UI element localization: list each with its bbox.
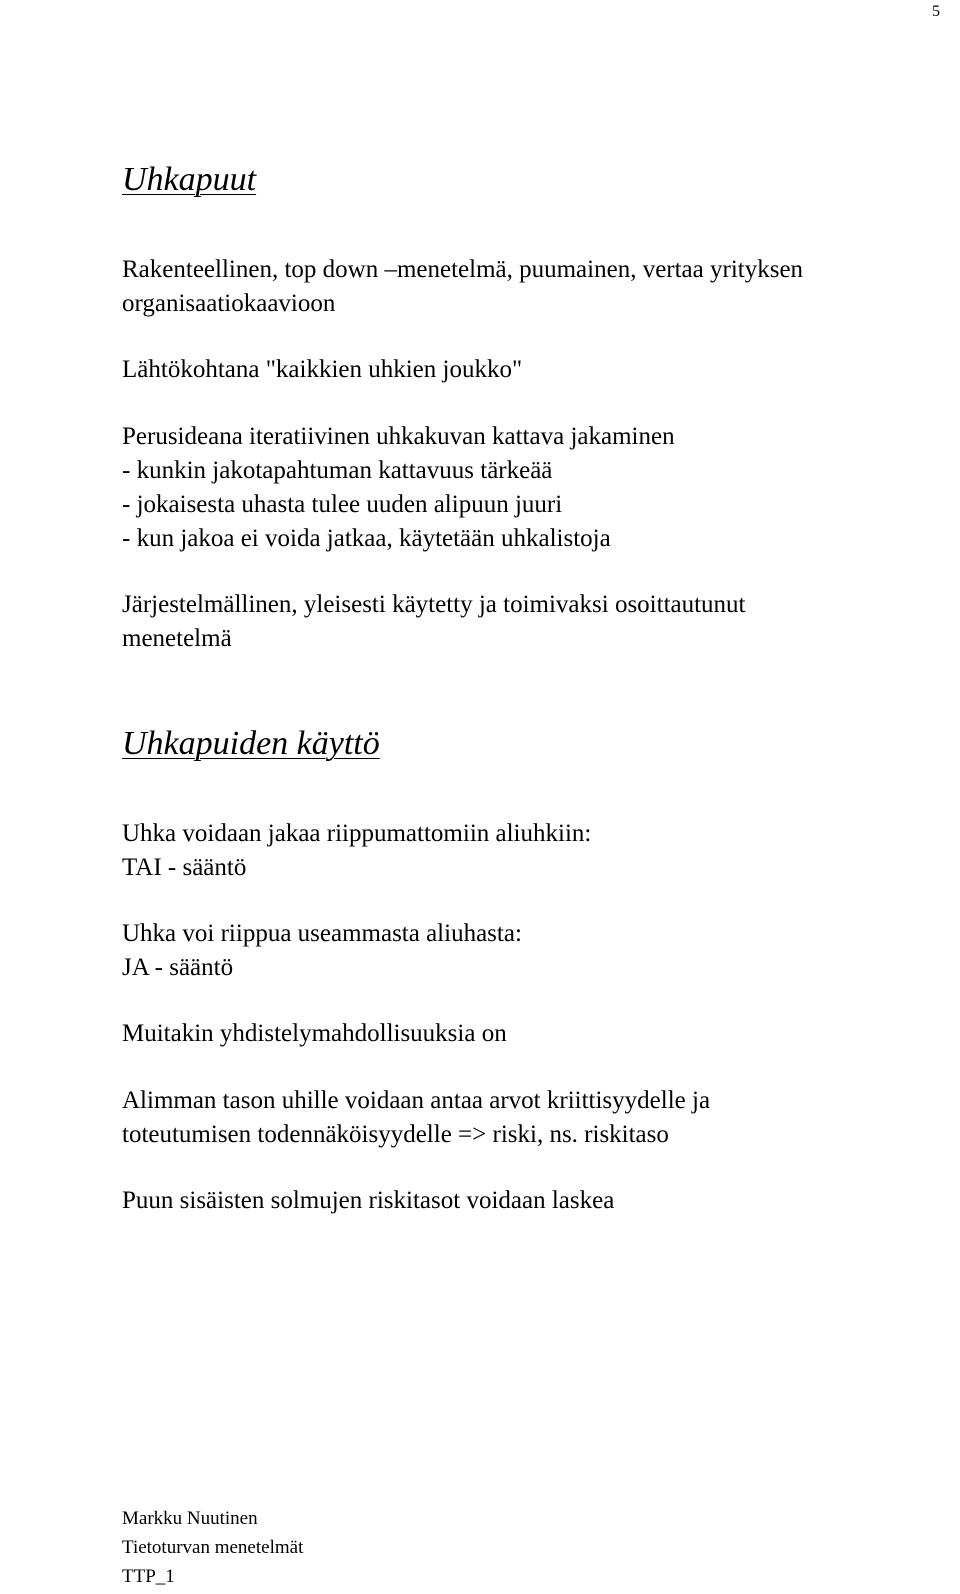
paragraph-line: Perusideana iteratiivinen uhkakuvan kattava jakaminen bbox=[122, 423, 675, 450]
footer-course: Tietoturvan menetelmät bbox=[122, 1537, 304, 1558]
paragraph-line: toteutumisen todennäköisyydelle => riski, ns. riskitaso bbox=[122, 1121, 669, 1148]
paragraph bbox=[122, 253, 803, 321]
paragraph-line: Alimman tason uhille voidaan antaa arvot kriittisyydelle ja bbox=[122, 1087, 711, 1114]
paragraph bbox=[122, 588, 746, 656]
paragraph-line: Lähtökohtana "kaikkien uhkien joukko" bbox=[122, 356, 523, 383]
paragraph-line: - kunkin jakotapahtuman kattavuus tärkeää bbox=[122, 457, 553, 484]
page-number: 5 bbox=[932, 3, 940, 20]
section-title-uhkapuut: Uhkapuut bbox=[122, 161, 257, 198]
paragraph-line: Rakenteellinen, top down –menetelmä, puumainen, vertaa yrityksen bbox=[122, 256, 804, 283]
paragraph bbox=[122, 817, 591, 885]
paragraph-line: Muitakin yhdistelymahdollisuuksia on bbox=[122, 1020, 507, 1047]
paragraph-line: organisaatiokaavioon bbox=[122, 290, 336, 317]
paragraph-line: - jokaisesta uhasta tulee uuden alipuun juuri bbox=[122, 491, 563, 518]
paragraph bbox=[122, 420, 675, 556]
paragraph-line: TAI - sääntö bbox=[122, 854, 247, 881]
paragraph-line: Uhka voi riippua useammasta aliuhasta: bbox=[122, 920, 522, 947]
paragraph-line: Uhka voidaan jakaa riippumattomiin aliuhkiin: bbox=[122, 820, 592, 847]
paragraph bbox=[122, 353, 522, 387]
paragraph-line: - kun jakoa ei voida jatkaa, käytetään uhkalistoja bbox=[122, 525, 611, 552]
paragraph bbox=[122, 1184, 614, 1218]
section-title-uhkapuiden-kaytto: Uhkapuiden käyttö bbox=[122, 725, 380, 762]
paragraph-line: menetelmä bbox=[122, 625, 232, 652]
paragraph-line: Järjestelmällinen, yleisesti käytetty ja toimivaksi osoittautunut bbox=[122, 591, 746, 618]
paragraph bbox=[122, 1017, 507, 1051]
footer-code: TTP_1 bbox=[122, 1566, 175, 1587]
paragraph bbox=[122, 917, 522, 985]
footer bbox=[122, 1504, 303, 1591]
paragraph-line: JA - sääntö bbox=[122, 954, 234, 981]
footer-author: Markku Nuutinen bbox=[122, 1508, 258, 1529]
paragraph-line: Puun sisäisten solmujen riskitasot voidaan laskea bbox=[122, 1187, 615, 1214]
paragraph bbox=[122, 1084, 710, 1152]
